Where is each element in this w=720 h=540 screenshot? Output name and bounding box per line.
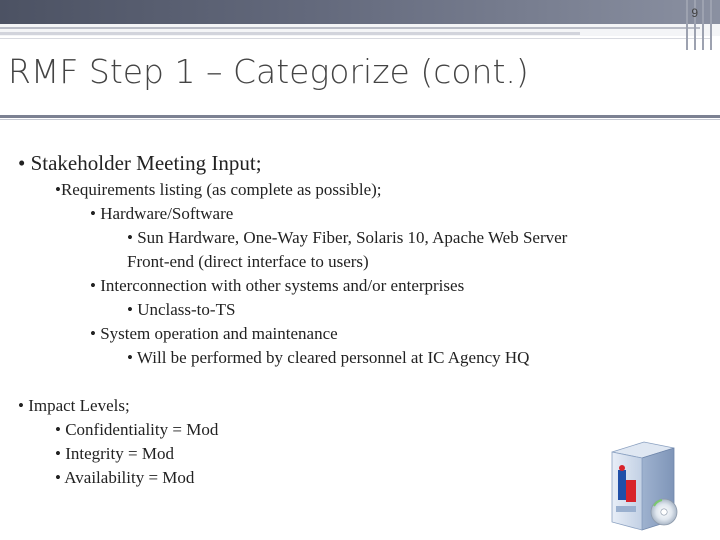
title-underline-thin bbox=[0, 119, 720, 120]
bullet-unclass-to-ts: • Unclass-to-TS bbox=[127, 300, 236, 319]
header-band bbox=[0, 0, 720, 24]
bullet-sun-hardware: • Sun Hardware, One-Way Fiber, Solaris 10, Apache Web Server bbox=[127, 228, 568, 247]
bullet-hardware-software: • Hardware/Software bbox=[90, 204, 234, 223]
bullet-sun-hardware-cont: Front-end (direct interface to users) bbox=[127, 252, 369, 271]
header-rule bbox=[0, 38, 710, 39]
bullet-interconnection: • Interconnection with other systems and/or enterprises bbox=[90, 276, 465, 295]
title-underline bbox=[0, 115, 720, 118]
header-rule bbox=[0, 32, 580, 35]
software-box-icon bbox=[604, 432, 686, 534]
page-number: 9 bbox=[691, 6, 698, 20]
bullet-impact-levels: • Impact Levels; bbox=[18, 396, 130, 415]
slide-title: RMF Step 1 – Categorize (cont.) bbox=[8, 52, 529, 91]
bullet-requirements-listing: •Requirements listing (as complete as possible); bbox=[55, 180, 382, 199]
bullet-integrity: • Integrity = Mod bbox=[55, 444, 174, 463]
header-rule bbox=[0, 27, 700, 29]
bullet-availability: • Availability = Mod bbox=[55, 468, 195, 487]
header-decoration bbox=[680, 0, 720, 50]
bullet-cleared-personnel: • Will be performed by cleared personnel at IC Agency HQ bbox=[127, 348, 530, 367]
bullet-confidentiality: • Confidentiality = Mod bbox=[55, 420, 219, 439]
bullet-system-operation: • System operation and maintenance bbox=[90, 324, 338, 343]
bullet-stakeholder-input: • Stakeholder Meeting Input; bbox=[18, 151, 262, 175]
